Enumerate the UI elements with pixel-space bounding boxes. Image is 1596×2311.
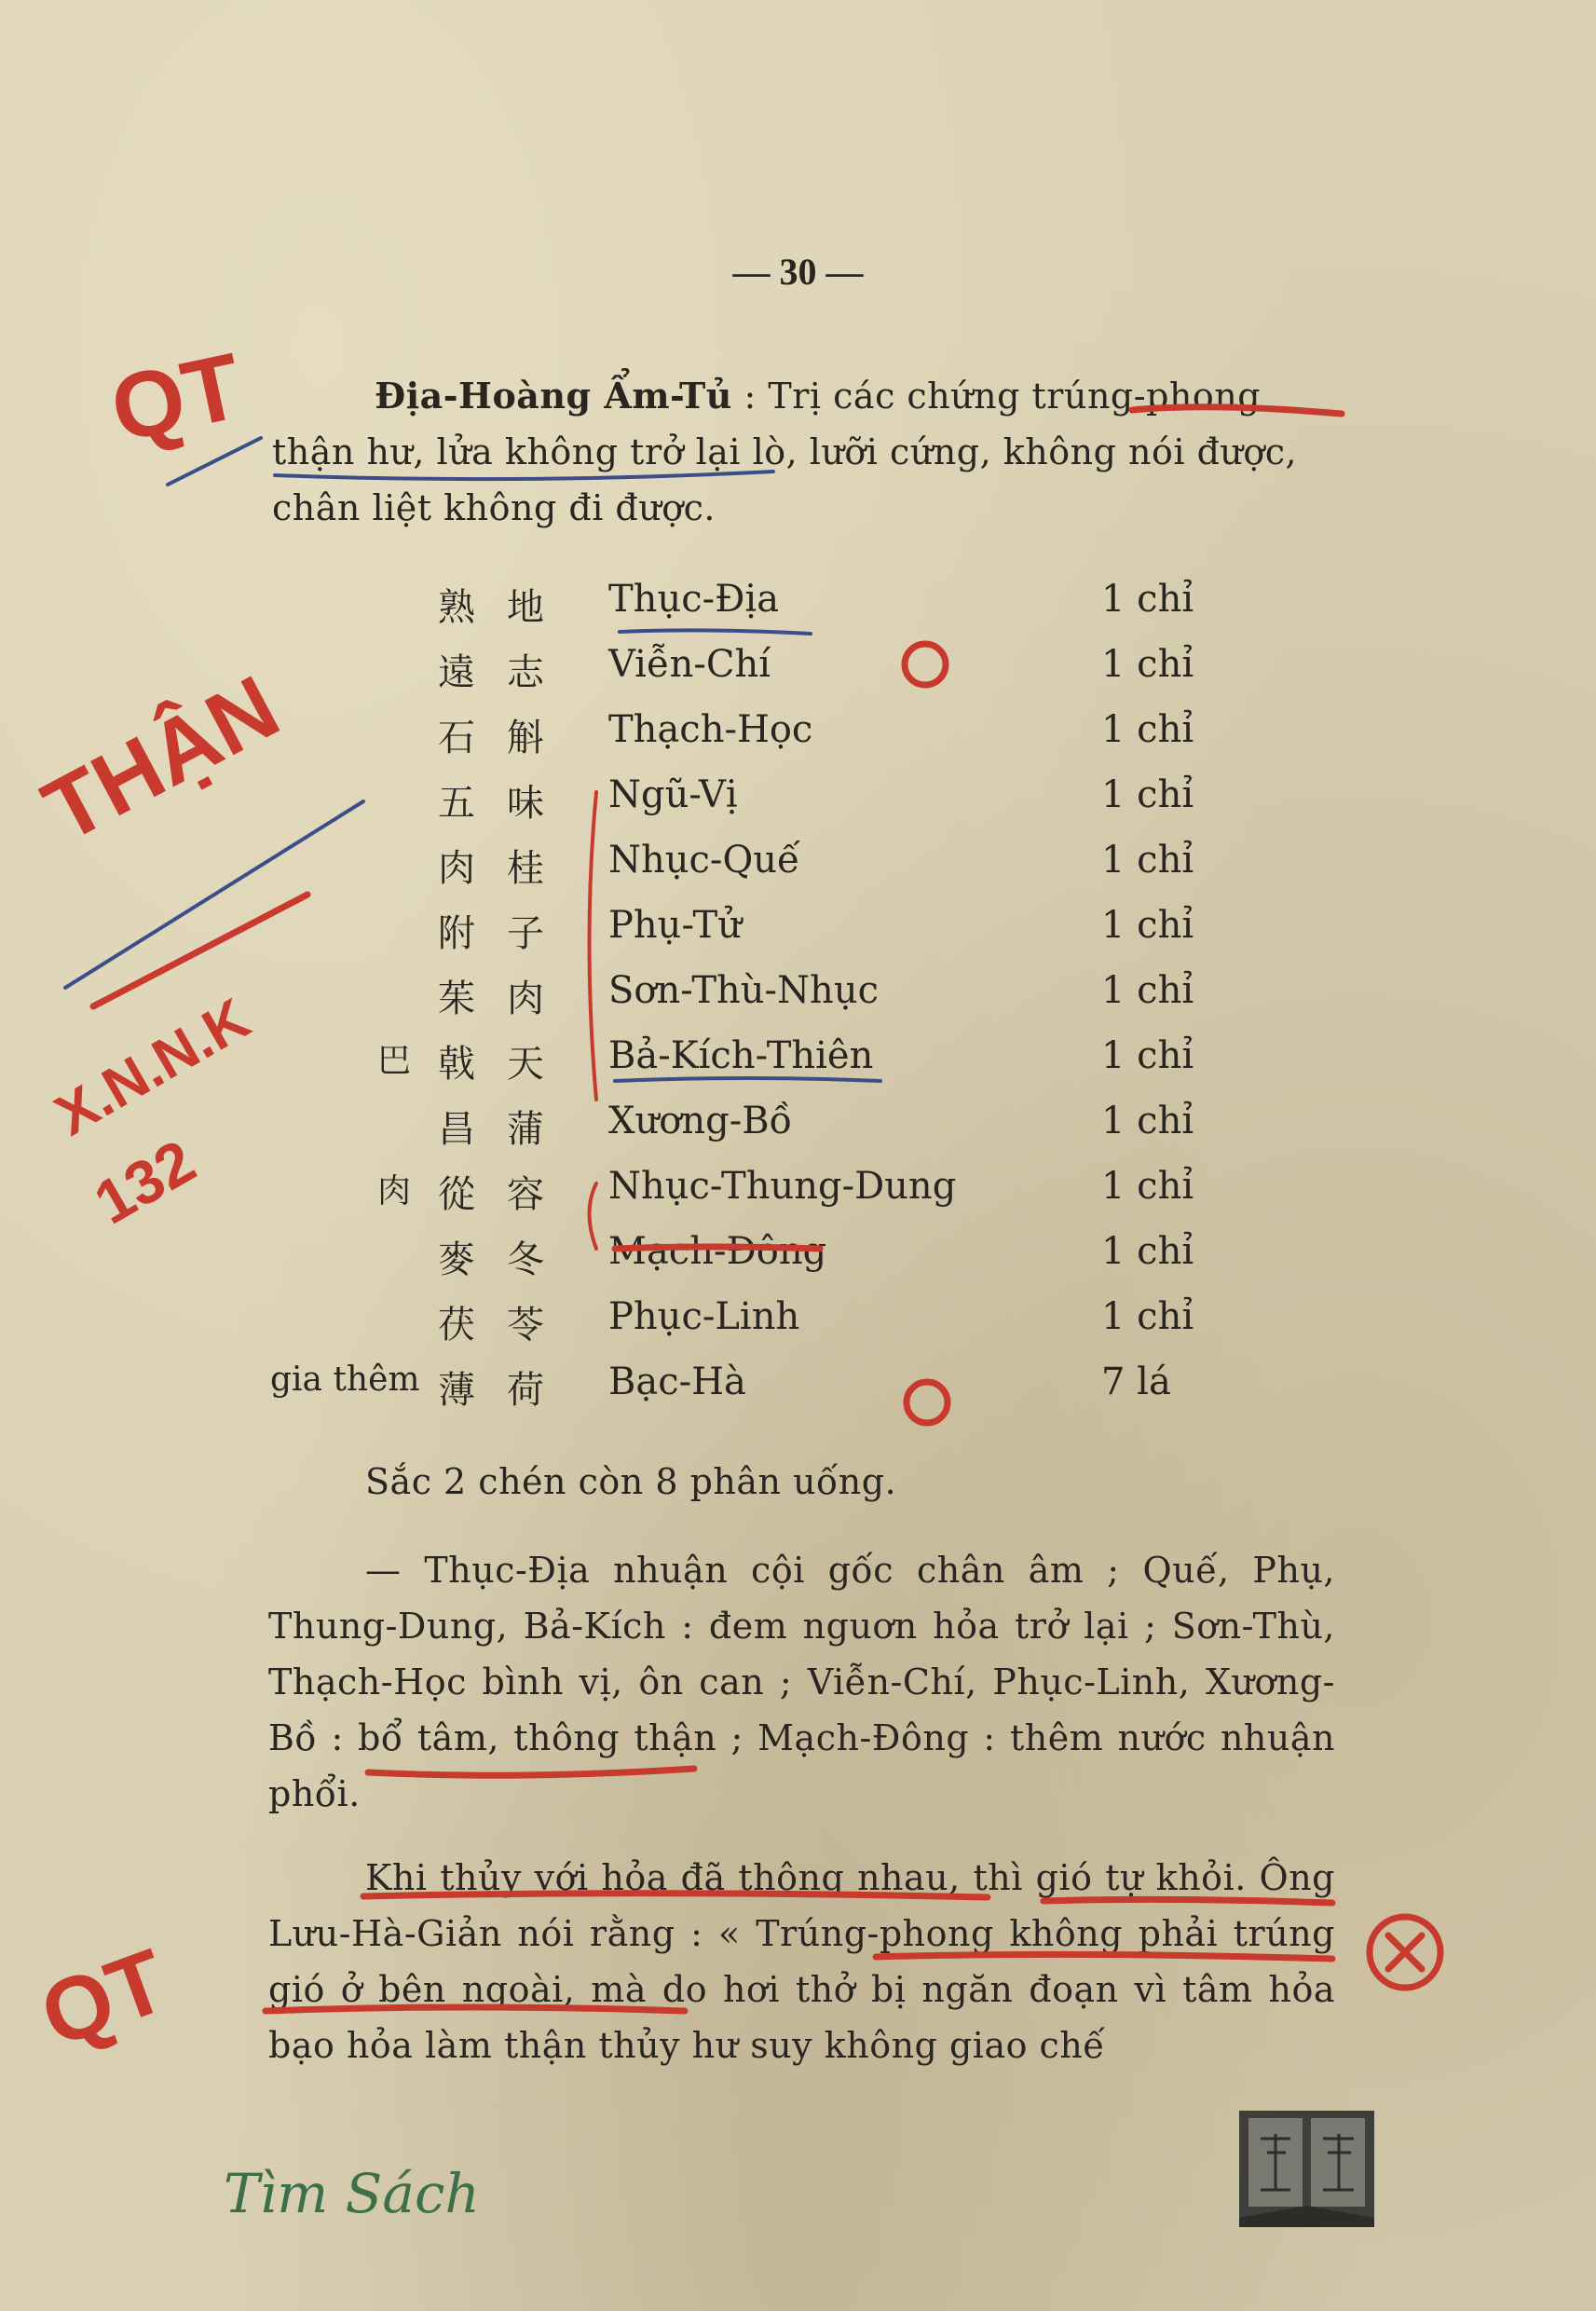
- ingredient-qty: 1 chỉ: [1101, 839, 1194, 882]
- tim-sach-logo: Tìm Sách: [224, 2162, 480, 2225]
- ingredient-han: 熟地: [438, 586, 576, 629]
- ingredient-name: Phục-Linh: [608, 1295, 800, 1338]
- ingredient-han: 附子: [438, 912, 576, 955]
- ingredient-name: Nhục-Quế: [608, 839, 800, 882]
- annotation-than: THẬN: [28, 656, 294, 862]
- ingredient-prefix: gia thêm: [270, 1361, 420, 1399]
- ingredient-prefix: 肉: [377, 1172, 412, 1210]
- ingredient-qty: 1 chỉ: [1101, 1100, 1194, 1142]
- ingredient-han: 五味: [438, 782, 576, 825]
- annotation-qt-top: QT: [102, 333, 251, 463]
- decoction-instructions: Sắc 2 chén còn 8 phân uống.: [365, 1461, 897, 1502]
- ingredient-qty: 1 chỉ: [1101, 1165, 1194, 1208]
- explanation-text: Khi thủy với hỏa đã thông nhau, thì gió tự khỏi. Ông Lưu-Hà-Giản nói rằng : « Trúng-phong không phải trúng gió ở bên ngoài, mà do hơi thở bị ngăn đoạn vì tâm hỏa bạo hỏa làm thận thủy hư suy không giao chế: [268, 1857, 1335, 2066]
- ingredient-qty: 1 chỉ: [1101, 904, 1194, 947]
- ingredient-name: Mạch-Đông: [608, 1230, 827, 1273]
- annotation-number: 132: [82, 1126, 207, 1238]
- ingredient-han: 戟天: [438, 1043, 576, 1086]
- annotation-xnnk: X.N.N.K: [44, 986, 261, 1149]
- x-mark: [1388, 1935, 1422, 1969]
- ingredient-name: Ngũ-Vị: [608, 773, 738, 816]
- ingredient-han: 茱肉: [438, 978, 576, 1020]
- underline-red: [266, 2007, 685, 2011]
- underline-red: [876, 1954, 1332, 1959]
- ingredient-han: 麥冬: [438, 1238, 576, 1281]
- ingredient-han: 茯苓: [438, 1304, 576, 1347]
- ingredient-qty: 1 chỉ: [1101, 1230, 1194, 1273]
- ingredient-name: Bạc-Hà: [608, 1361, 746, 1403]
- brace-mark: [590, 792, 597, 1100]
- ingredient-qty: 7 lá: [1101, 1361, 1171, 1403]
- ingredient-name: Phụ-Tử: [608, 904, 742, 947]
- underline-red: [615, 1247, 820, 1249]
- ingredient-qty: 1 chỉ: [1101, 578, 1194, 621]
- ingredient-qty: 1 chỉ: [1101, 1034, 1194, 1077]
- page-number: — 30 —: [732, 251, 864, 293]
- underline-blue: [620, 630, 811, 634]
- formula-description: : Trị các chứng trúng-phong thận hư, lửa không trở lại lò, lưỡi cứng, không nói được, chân liệt không đi được.: [272, 376, 1298, 528]
- ingredient-han: 肉桂: [438, 847, 576, 890]
- book-icon: [1235, 2101, 1379, 2232]
- ingredient-name: Viễn-Chí: [608, 643, 771, 686]
- ingredient-name: Bả-Kích-Thiên: [608, 1034, 874, 1077]
- annotation-qt-bottom: QT: [28, 1930, 180, 2067]
- circle-mark: [907, 1382, 948, 1423]
- ingredient-han: 遠志: [438, 651, 576, 694]
- ingredient-qty: 1 chỉ: [1101, 773, 1194, 816]
- ingredient-han: 昌蒲: [438, 1108, 576, 1151]
- ingredient-qty: 1 chỉ: [1101, 643, 1194, 686]
- ingredient-prefix: 巴: [377, 1042, 412, 1080]
- brace-mark: [590, 1183, 597, 1249]
- ingredient-name: Xương-Bồ: [608, 1100, 793, 1142]
- ingredient-han: 薄荷: [438, 1369, 576, 1412]
- ingredient-name: Sơn-Thù-Nhục: [608, 969, 879, 1012]
- ingredient-qty: 1 chỉ: [1101, 1295, 1194, 1338]
- circle-mark: [905, 644, 946, 685]
- underline-red: [1132, 407, 1342, 414]
- ingredient-qty: 1 chỉ: [1101, 708, 1194, 751]
- ingredient-name: Thạch-Học: [608, 708, 813, 751]
- commentary-text: — Thục-Địa nhuận cội gốc chân âm ; Quế, Phụ, Thung-Dung, Bả-Kích : đem nguơn hỏa trở lại ; Sơn-Thù, Thạch-Học bình vị, ôn can ; Viễn-Chí, Phục-Linh, Xương-Bồ : bổ tâm, thông thận ; Mạch-Đông : thêm nước nhuận phổi.: [268, 1550, 1335, 1814]
- ingredient-name: Thục-Địa: [608, 578, 780, 621]
- ingredient-han: 石斛: [438, 717, 576, 759]
- ingredient-han: 從容: [438, 1173, 576, 1216]
- ingredient-name: Nhục-Thung-Dung: [608, 1165, 957, 1208]
- underline-blue: [615, 1078, 880, 1081]
- ingredient-qty: 1 chỉ: [1101, 969, 1194, 1012]
- underline-red: [368, 1769, 694, 1775]
- underline-blue: [275, 472, 773, 479]
- underline-red: [363, 1894, 988, 1897]
- underline-red: [1044, 1899, 1332, 1903]
- formula-title: Địa-Hoàng Ẩm-Tủ: [375, 375, 732, 417]
